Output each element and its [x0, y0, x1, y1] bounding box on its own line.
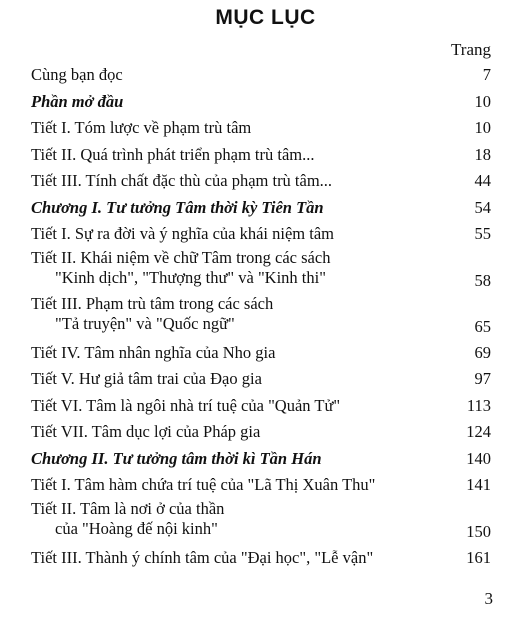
toc-entry[interactable] [31, 62, 491, 89]
toc-entry-page: 10 [474, 91, 491, 111]
toc-entry-title: Tiết III. Phạm trù tâm trong các sách [31, 293, 274, 313]
toc-entry-page: 69 [474, 342, 491, 362]
page-number: 3 [484, 589, 493, 608]
toc-entry-page: 58 [474, 270, 491, 290]
toc-entry-title: Tiết IV. Tâm nhân nghĩa của Nho gia [31, 342, 276, 362]
page-column-header: Trang [451, 40, 491, 59]
toc-entry[interactable] [31, 115, 491, 142]
toc-entry-page: 7 [482, 65, 491, 84]
toc-entry-title-continued: "Kinh dịch", "Thượng thư" và "Kinh thi" [55, 267, 326, 287]
page-title: MỤC LỤC [215, 6, 316, 29]
toc-entry-title: Phần mở đầu [31, 91, 124, 111]
toc-entry-title: Tiết VII. Tâm dục lợi của Pháp gia [31, 422, 261, 441]
toc-entry-title: Tiết III. Thành ý chính tâm của "Đại học", "Lễ vận" [31, 547, 374, 567]
toc-entry[interactable] [31, 419, 491, 446]
toc-entry-title: Cùng bạn đọc [31, 65, 123, 84]
table-of-contents [31, 62, 491, 571]
toc-entry-title: Tiết I. Sự ra đời và ý nghĩa của khái niệm tâm [31, 224, 335, 243]
toc-entry[interactable] [31, 221, 491, 248]
toc-entry-title: Chương I. Tư tưởng Tâm thời kỳ Tiên Tần [31, 197, 324, 217]
toc-entry-page: 141 [466, 475, 491, 494]
toc-entry-page: 55 [474, 224, 491, 243]
toc-entry-page: 65 [474, 316, 491, 336]
toc-entry[interactable] [31, 294, 491, 340]
toc-entry[interactable] [31, 248, 491, 294]
toc-entry-page: 140 [466, 448, 491, 468]
toc-entry-title: Tiết III. Tính chất đặc thù của phạm trù tâm... [31, 171, 333, 190]
toc-entry-title-continued: của "Hoàng đế nội kinh" [55, 518, 218, 538]
toc-entry-title: Tiết I. Tóm lược về phạm trù tâm [31, 118, 252, 137]
toc-entry-title: Tiết II. Tâm là nơi ở của thần [31, 498, 225, 518]
toc-entry-page: 18 [474, 144, 491, 164]
toc-entry-title: Tiết I. Tâm hàm chứa trí tuệ của "Lã Thị Xuân Thu" [31, 475, 376, 494]
toc-entry[interactable] [31, 366, 491, 393]
toc-entry-page: 150 [466, 521, 491, 541]
toc-entry-title: Tiết VI. Tâm là ngôi nhà trí tuệ của "Quản Tử" [31, 395, 341, 415]
toc-entry-page: 10 [474, 118, 491, 137]
toc-entry[interactable] [31, 168, 491, 195]
toc-entry-title: Tiết V. Hư giả tâm trai của Đạo gia [31, 369, 262, 388]
toc-entry[interactable] [31, 340, 491, 367]
toc-entry[interactable] [31, 472, 491, 499]
toc-entry[interactable] [31, 499, 491, 545]
toc-entry-page: 54 [474, 197, 491, 217]
toc-entry[interactable] [31, 142, 491, 169]
toc-entry-title-continued: "Tả truyện" và "Quốc ngữ" [55, 313, 235, 333]
toc-chapter-heading[interactable] [31, 195, 491, 222]
toc-entry-page: 124 [466, 422, 491, 441]
toc-entry-page: 44 [474, 171, 491, 190]
toc-entry-title: Tiết II. Khái niệm về chữ Tâm trong các sách [31, 247, 331, 267]
toc-entry[interactable] [31, 393, 491, 420]
toc-section-heading[interactable] [31, 89, 491, 116]
toc-entry[interactable] [31, 545, 491, 572]
toc-entry-page: 161 [466, 547, 491, 567]
toc-entry-page: 97 [474, 369, 491, 388]
toc-entry-title: Chương II. Tư tưởng tâm thời kì Tần Hán [31, 448, 322, 468]
toc-chapter-heading[interactable] [31, 446, 491, 473]
toc-entry-page: 113 [466, 395, 491, 415]
toc-entry-title: Tiết II. Quá trình phát triển phạm trù tâm... [31, 144, 315, 164]
